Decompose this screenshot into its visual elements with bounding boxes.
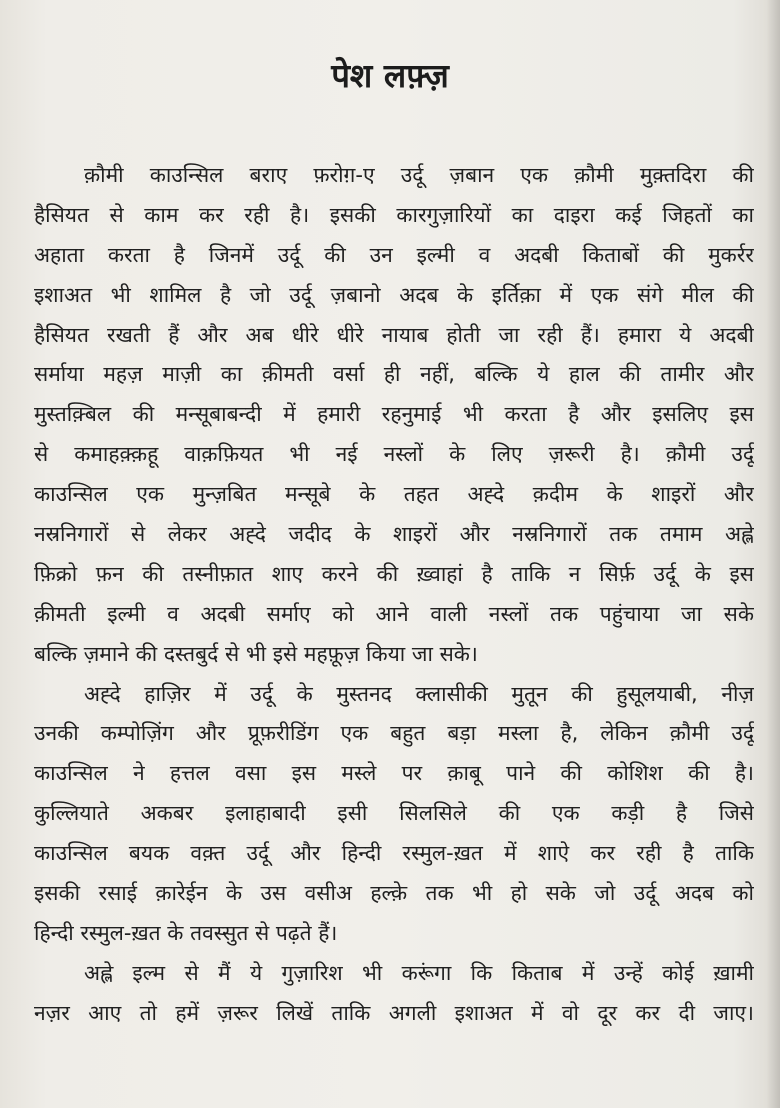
page-edge-shadow xyxy=(766,0,780,1108)
text-line-20: हिन्दी रस्मुल-ख़त के तवस्सुत से पढ़ते हैं। xyxy=(34,920,338,945)
text-line-3: अहाता करता है जिनमें उर्दू की उन इल्मी व अदबी किताबों की मुकर्रर xyxy=(34,242,754,267)
text-line-22: नज़र आए तो हमें ज़रूर लिखें ताकि अगली इशाअत में वो दूर कर दी जाए। xyxy=(34,1000,754,1025)
body-text xyxy=(34,156,754,1034)
text-line-17: कुल्लियाते अकबर इलाहाबादी इसी सिलसिले की एक कड़ी है जिसे xyxy=(34,801,754,826)
text-line-16: काउन्सिल ने हत्तल वसा इस मस्ले पर क़ाबू पाने की कोशिश की है। xyxy=(34,761,754,786)
text-line-21: अह्ले इल्म से मैं ये गुज़ारिश भी करूंगा कि किताब में उन्हें कोई ख़ामी xyxy=(84,960,754,985)
text-line-6: सर्माया महज़ माज़ी का क़ीमती वर्सा ही नहीं, बल्कि ये हाल की तामीर और xyxy=(34,362,754,387)
text-line-18: काउन्सिल बयक वक़्त उर्दू और हिन्दी रस्मुल-ख़त में शाऐ कर रही है ताकि xyxy=(34,841,754,866)
text-line-8: से कमाहक़्क़हू वाक़फ़ियत भी नई नस्लों के लिए ज़रूरी है। क़ौमी उर्दू xyxy=(34,442,754,467)
text-line-9: काउन्सिल एक मुन्ज़बित मन्सूबे के तहत अह्दे क़दीम के शाइरों और xyxy=(34,482,754,507)
text-line-7: मुस्तक़्बिल की मन्सूबाबन्दी में हमारी रहनुमाई भी करता है और इसलिए इस xyxy=(34,402,754,427)
text-line-10: नस्रनिगारों से लेकर अह्दे जदीद के शाइरों और नस्रनिगारों तक तमाम अह्ले xyxy=(34,522,754,547)
text-line-5: हैसियत रखती हैं और अब धीरे धीरे नायाब होती जा रही हैं। हमारा ये अदबी xyxy=(34,322,754,347)
text-line-13: बल्कि ज़माने की दस्तबुर्द से भी इसे महफ़ूज़ किया जा सके। xyxy=(34,641,478,666)
text-line-19: इसकी रसाई क़ारेईन के उस वसीअ हल्क़े तक भी हो सके जो उर्दू अदब को xyxy=(34,881,754,906)
text-line-2: हैसियत से काम कर रही है। इसकी कारगुज़ारियों का दाइरा कई जिहतों का xyxy=(34,202,754,227)
text-line-15: उनकी कम्पोज़िंग और प्रूफ़रीडिंग एक बहुत बड़ा मस्ला है, लेकिन क़ौमी उर्दू xyxy=(34,721,754,746)
text-line-14: अह्दे हाज़िर में उर्दू के मुस्तनद क्लासीकी मुतून की हुसूलयाबी, नीज़ xyxy=(84,681,754,706)
text-line-1: क़ौमी काउन्सिल बराए फ़रोग़-ए उर्दू ज़बान एक क़ौमी मुक़्तदिरा की xyxy=(84,163,754,187)
page-title: पेश लफ़्ज़ xyxy=(331,56,449,95)
text-line-4: इशाअत भी शामिल है जो उर्दू ज़बानो अदब के इर्तिक़ा में एक संगे मील की xyxy=(34,282,754,307)
text-line-11: फ़िक्रो फ़न की तस्नीफ़ात शाए करने की ख़्वाहां है ताकि न सिर्फ़ उर्दू के इस xyxy=(34,561,754,586)
text-line-12: क़ीमती इल्मी व अदबी सर्माए को आने वाली नस्लों तक पहुंचाया जा सके xyxy=(34,601,754,626)
